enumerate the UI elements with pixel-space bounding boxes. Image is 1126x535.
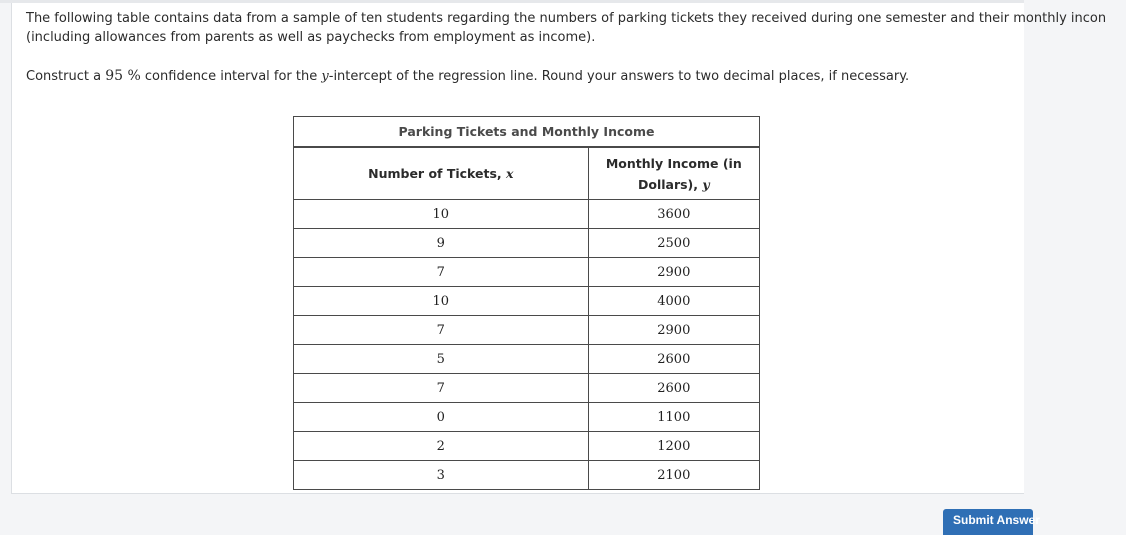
table-caption: Parking Tickets and Monthly Income	[294, 117, 760, 148]
header-tickets	[294, 147, 589, 200]
tickets-cell: 2	[294, 432, 589, 461]
income-cell: 1100	[588, 403, 759, 432]
question-text	[26, 9, 1126, 47]
income-cell: 2900	[588, 258, 759, 287]
data-table	[293, 116, 760, 490]
tickets-cell: 7	[294, 258, 589, 287]
instruction-prefix: Construct a	[26, 69, 106, 84]
table-row	[294, 229, 760, 258]
table-row	[294, 287, 760, 316]
confidence-level: 95 %	[105, 68, 141, 84]
instruction-suffix: -intercept of the regression line. Round your answers to two decimal places, if necessary.	[328, 69, 910, 84]
tickets-cell: 10	[294, 287, 589, 316]
table-header-row	[294, 147, 760, 200]
submit-answer-button[interactable]: Submit Answer	[943, 509, 1033, 535]
income-cell: 3600	[588, 200, 759, 229]
question-line-2: (including allowances from parents as well as paychecks from employment as income).	[26, 30, 596, 45]
question-line-1: The following table contains data from a sample of ten students regarding the numbers of parking tickets they received during one semester and their monthly incon	[26, 11, 1107, 26]
income-cell: 2600	[588, 374, 759, 403]
tickets-cell: 9	[294, 229, 589, 258]
table-row	[294, 374, 760, 403]
header-tickets-label: Number of Tickets,	[368, 166, 507, 181]
income-cell: 2600	[588, 345, 759, 374]
table-row	[294, 258, 760, 287]
income-cell: 2900	[588, 316, 759, 345]
tickets-cell: 0	[294, 403, 589, 432]
header-income-line1: Monthly Income (in	[605, 155, 742, 171]
tickets-cell: 7	[294, 374, 589, 403]
tickets-cell: 5	[294, 345, 589, 374]
income-cell: 4000	[588, 287, 759, 316]
table-row	[294, 403, 760, 432]
tickets-cell: 7	[294, 316, 589, 345]
tickets-cell: 10	[294, 200, 589, 229]
table-row	[294, 200, 760, 229]
header-income-line2: Dollars),	[637, 176, 703, 192]
table-row	[294, 461, 760, 490]
income-cell: 2500	[588, 229, 759, 258]
table-row	[294, 345, 760, 374]
table-row	[294, 432, 760, 461]
instruction-text	[26, 67, 909, 86]
y-variable: y	[321, 69, 329, 84]
header-x-var: x	[506, 166, 514, 181]
income-cell: 1200	[588, 432, 759, 461]
tickets-cell: 3	[294, 461, 589, 490]
table-body	[294, 200, 760, 490]
income-cell: 2100	[588, 461, 759, 490]
header-y-var: y	[702, 176, 710, 192]
table-row	[294, 316, 760, 345]
instruction-middle: confidence interval for the	[140, 69, 322, 84]
table-caption-row	[294, 117, 760, 148]
header-income	[588, 147, 759, 200]
